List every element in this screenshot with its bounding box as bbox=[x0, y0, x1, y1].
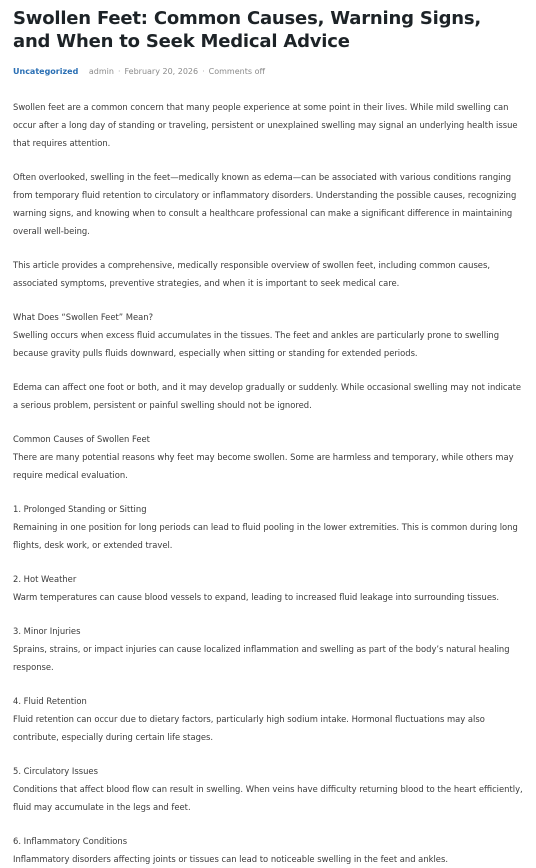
cause-text: Fluid retention can occur due to dietary factors, particularly high sodium intake. Hormonal fluctuations may also contribute, especially during certain life stages. bbox=[13, 714, 485, 742]
section-text: Swelling occurs when excess fluid accumulates in the tissues. The feet and ankles are particularly prone to swelling because gravity pulls fluids downward, especially when sitting or standing for extended periods. bbox=[13, 330, 500, 358]
section-text: There are many potential reasons why feet may become swollen. Some are harmless and temporary, while others may require medical evaluation. bbox=[13, 452, 514, 480]
meta-separator: · bbox=[117, 67, 121, 76]
post-date: February 20, 2026 bbox=[124, 67, 199, 76]
cause-heading: 1. Prolonged Standing or Sitting bbox=[13, 504, 147, 514]
cause-item bbox=[13, 570, 523, 606]
cause-heading: 2. Hot Weather bbox=[13, 574, 77, 584]
cause-text: Warm temperatures can cause blood vessels to expand, leading to increased fluid leakage into surrounding tissues. bbox=[13, 592, 500, 602]
section bbox=[13, 308, 523, 362]
category-link[interactable]: Uncategorized bbox=[13, 67, 79, 76]
cause-text: Conditions that affect blood flow can result in swelling. When veins have difficulty returning blood to the heart efficiently, fluid may accumulate in the legs and feet. bbox=[13, 784, 523, 812]
cause-item bbox=[13, 500, 523, 554]
cause-text: Remaining in one position for long periods can lead to fluid pooling in the lower extremities. This is common during long flights, desk work, or extended travel. bbox=[13, 522, 518, 550]
cause-heading: 6. Inflammatory Conditions bbox=[13, 836, 128, 846]
section-heading: What Does “Swollen Feet” Mean? bbox=[13, 312, 154, 322]
post-meta bbox=[13, 66, 523, 78]
paragraph: Edema can affect one foot or both, and it may develop gradually or suddenly. While occasional swelling may not indicate a serious problem, persistent or painful swelling should not be ignored. bbox=[13, 382, 522, 410]
cause-text: Sprains, strains, or impact injuries can cause localized inflammation and swelling as part of the body’s natural healing response. bbox=[13, 644, 510, 672]
cause-item bbox=[13, 692, 523, 746]
cause-heading: 3. Minor Injuries bbox=[13, 626, 81, 636]
paragraph: Swollen feet are a common concern that many people experience at some point in their lives. While mild swelling can occur after a long day of standing or traveling, persistent or unexplained swelling may signal an underlying health issue that requires attention. bbox=[13, 102, 518, 148]
meta-separator: · bbox=[202, 67, 205, 76]
cause-heading: 4. Fluid Retention bbox=[13, 696, 87, 706]
cause-heading: 5. Circulatory Issues bbox=[13, 766, 98, 776]
cause-item bbox=[13, 832, 523, 868]
section-heading: Common Causes of Swollen Feet bbox=[13, 434, 150, 444]
section bbox=[13, 430, 523, 484]
post-title: Swollen Feet: Common Causes, Warning Signs, and When to Seek Medical Advice bbox=[13, 8, 482, 52]
meta-gap bbox=[82, 67, 85, 76]
cause-text: Inflammatory disorders affecting joints or tissues can lead to noticeable swelling in the feet and ankles. bbox=[13, 854, 448, 864]
comments-status: Comments off bbox=[208, 67, 265, 76]
cause-item bbox=[13, 622, 523, 676]
paragraph: Often overlooked, swelling in the feet—medically known as edema—can be associated with various conditions ranging from temporary fluid retention to circulatory or inflammatory disorders. Understanding the possible causes, recognizing warning signs, and knowing when to consult a healthcare professional can make a significant difference in maintaining overall well-being. bbox=[13, 172, 517, 236]
paragraph: This article provides a comprehensive, medically responsible overview of swollen feet, including common causes, associated symptoms, preventive strategies, and when it is important to seek medical care. bbox=[13, 260, 490, 288]
post-content bbox=[13, 98, 523, 868]
cause-item bbox=[13, 762, 523, 816]
author-link[interactable]: admin bbox=[88, 67, 114, 76]
